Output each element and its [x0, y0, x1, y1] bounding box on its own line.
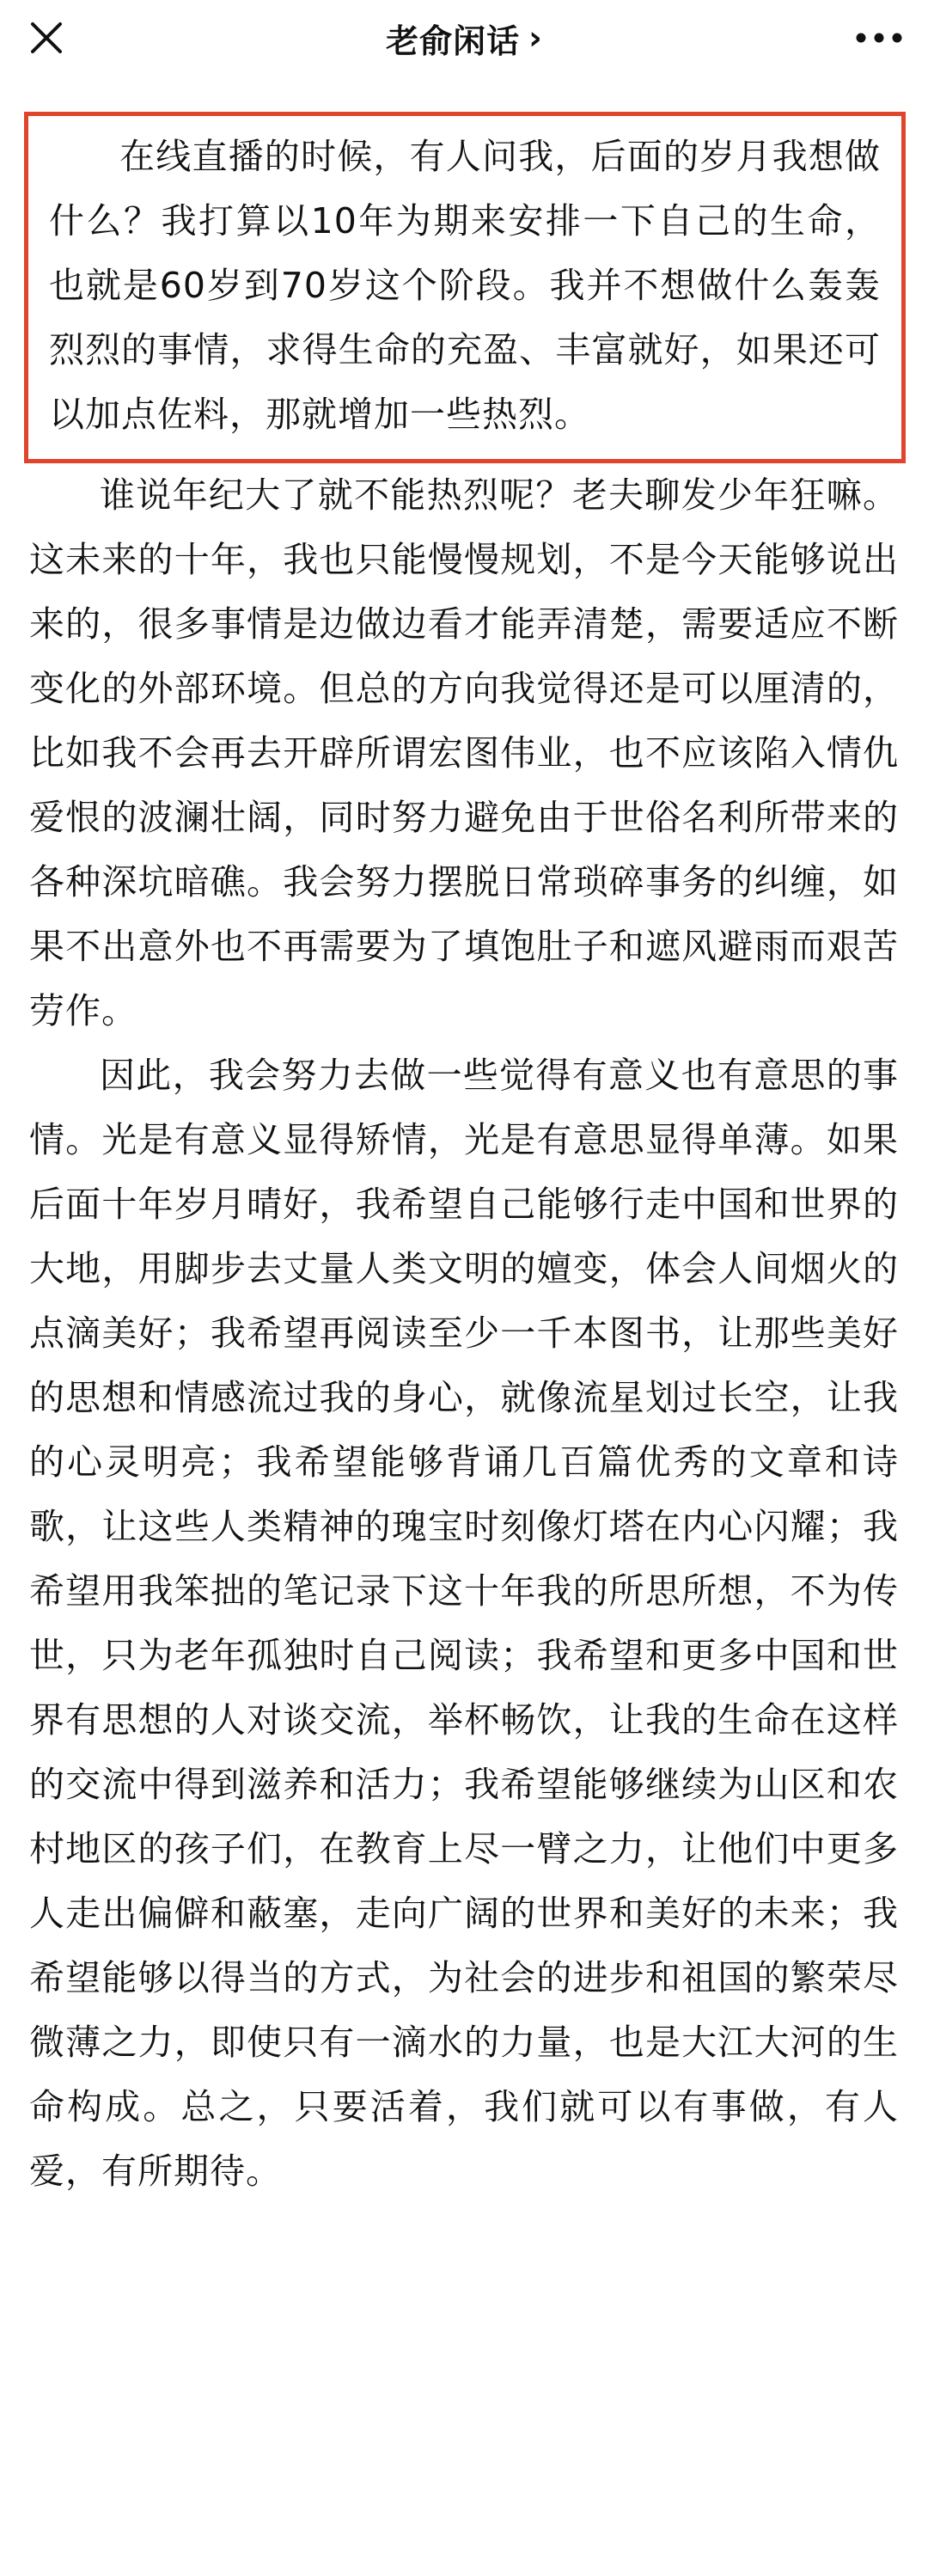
article-paragraph-3: 因此，我会努力去做一些觉得有意义也有意思的事情。光是有意义显得矫情，光是有意思显得单薄。如果后面十年岁月晴好，我希望自己能够行走中国和世界的大地，用脚步去丈量人类文明的嬗变，体会人间烟火的点滴美好；我希望再阅读至少一千本图书，让那些美好的思想和情感流过我的身心，就像流星划过长空，让我的心灵明亮；我希望能够背诵几百篇优秀的文章和诗歌，让这些人类精神的瑰宝时刻像灯塔在内心闪耀；我希望用我笨拙的笔记录下这十年我的所思所想，不为传世，只为老年孤独时自己阅读；我希望和更多中国和世界有思想的人对谈交流，举杯畅饮，让我的生命在这样的交流中得到滋养和活力；我希望能够继续为山区和农村地区的孩子们，在教育上尽一臂之力，让他们中更多人走出偏僻和蔽塞，走向广阔的世界和美好的未来；我希望能够以得当的方式，为社会的进步和祖国的繁荣尽微薄之力，即使只有一滴水的力量，也是大江大河的生命构成。总之，只要活着，我们就可以有事做，有人爱，有所期待。 — [29, 1055, 899, 2192]
highlighted-paragraph-box — [24, 112, 906, 463]
article-paragraph-1: 在线直播的时候，有人问我，后面的岁月我想做什么？我打算以10年为期来安排一下自己的生命，也就是60岁到70岁这个阶段。我并不想做什么轰轰烈烈的事情，求得生命的充盈、丰富就好，如果还可以加点佐料，那就增加一些热烈。 — [49, 136, 881, 435]
account-title-link[interactable] — [0, 0, 928, 76]
more-icon — [855, 32, 903, 44]
chevron-right-icon: › — [528, 19, 542, 57]
page-title: 老俞闲话 — [386, 21, 521, 60]
article-body — [29, 112, 899, 2204]
more-button[interactable] — [849, 12, 909, 64]
article-paragraph-2: 谁说年纪大了就不能热烈呢？老夫聊发少年狂嘛。这未来的十年，我也只能慢慢规划，不是今天能够说出来的，很多事情是边做边看才能弄清楚，需要适应不断变化的外部环境。但总的方向我觉得还是可以厘清的，比如我不会再去开辟所谓宏图伟业，也不应该陷入情仇爱恨的波澜壮阔，同时努力避免由于世俗名利所带来的各种深坑暗礁。我会努力摆脱日常琐碎事务的纠缠，如果不出意外也不再需要为了填饱肚子和遮风避雨而艰苦劳作。 — [29, 474, 899, 1031]
top-navigation-bar — [0, 0, 928, 76]
